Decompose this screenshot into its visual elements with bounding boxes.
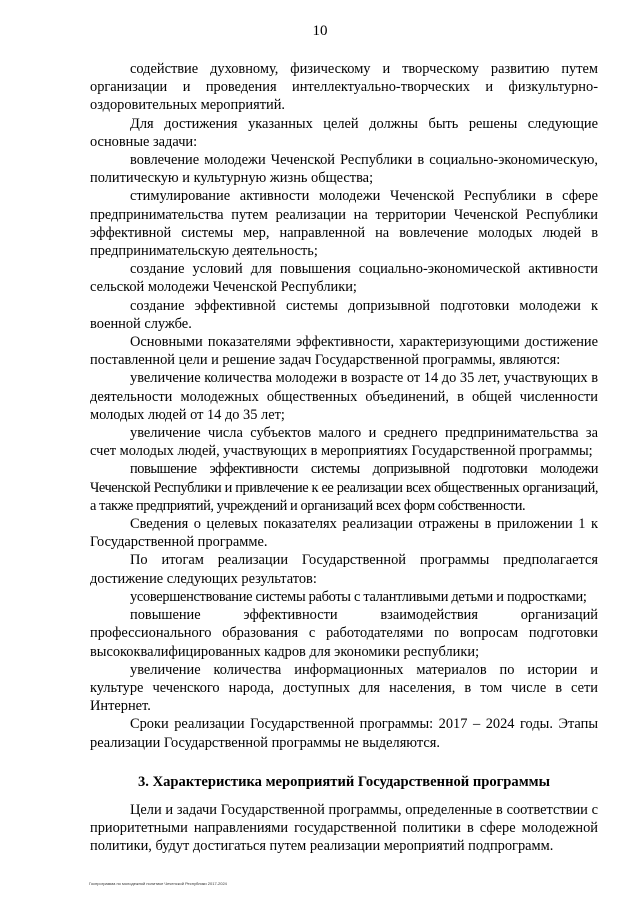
paragraph: повышение эффективности взаимодействия организаций профессионального образования с работодателями по вопросам подготовки высококвалифицированных кадров для экономики республики; (90, 607, 598, 660)
page-number: 10 (312, 23, 328, 39)
paragraph: Цели и задачи Государственной программы, определенные в соответствии с приоритетными направлениями государственной политики в сфере молодежной политики, будут достигаться путем реализации мероприятий подпрограмм. (90, 801, 598, 855)
paragraph: увеличение числа субъектов малого и среднего предпринимательства за счет молодых людей, участвующих в мероприятиях Государственной программы; (90, 425, 598, 460)
paragraph: создание условий для повышения социально-экономической активности сельской молодежи Чеченской Республики; (90, 261, 598, 296)
paragraph: По итогам реализации Государственной программы предполагается достижение следующих результатов: (90, 552, 598, 587)
paragraph: увеличение количества молодежи в возрасте от 14 до 35 лет, участвующих в деятельности молодежных общественных объединений, в общей численности молодых людей от 14 до 35 лет; (90, 370, 598, 423)
paragraph: усовершенствование системы работы с талантливыми детьми и подростками; (130, 588, 587, 605)
paragraph: Основными показателями эффективности, характеризующими достижение поставленной цели и решение задач Государственной программы, являются: (90, 334, 598, 369)
section-heading: 3. Характеристика мероприятий Государственной программы (138, 773, 550, 790)
paragraph: Сведения о целевых показателях реализации отражены в приложении 1 к Государственной программе. (90, 516, 598, 551)
paragraph: Для достижения указанных целей должны быть решены следующие основные задачи: (90, 115, 598, 150)
paragraph: содействие духовному, физическому и творческому развитию путем организации и проведения интеллектуально-творческих и физкультурно-оздоровительных мероприятий. (90, 61, 598, 114)
paragraph: создание эффективной системы допризывной подготовки молодежи к военной службе. (90, 297, 598, 332)
paragraph: повышение эффективности системы допризывной подготовки молодежи Чеченской Республики и привлечение к ее реализации всех общественных организаций, а также предприятий, учреждений и организаций всех форм собственности. (90, 461, 598, 514)
paragraph: вовлечение молодежи Чеченской Республики в социально-экономическую, политическую и культурную жизнь общества; (90, 152, 598, 187)
paragraph: Сроки реализации Государственной программы: 2017 – 2024 годы. Этапы реализации Государственной программы не выделяются. (90, 716, 598, 751)
document-body (90, 60, 598, 855)
footer-note: Госпрограмма по молодежной политике Чеченской Республики 2017-2024 (89, 881, 227, 886)
paragraph: стимулирование активности молодежи Чеченской Республики в сфере предпринимательства путем реализации на территории Чеченской Республики эффективной системы мер, направленной на вовлечение молодых людей в предпринимательскую деятельность; (90, 188, 598, 260)
paragraph: увеличение количества информационных материалов по истории и культуре чеченского народа, доступных для населения, в том числе в сети Интернет. (90, 661, 598, 715)
